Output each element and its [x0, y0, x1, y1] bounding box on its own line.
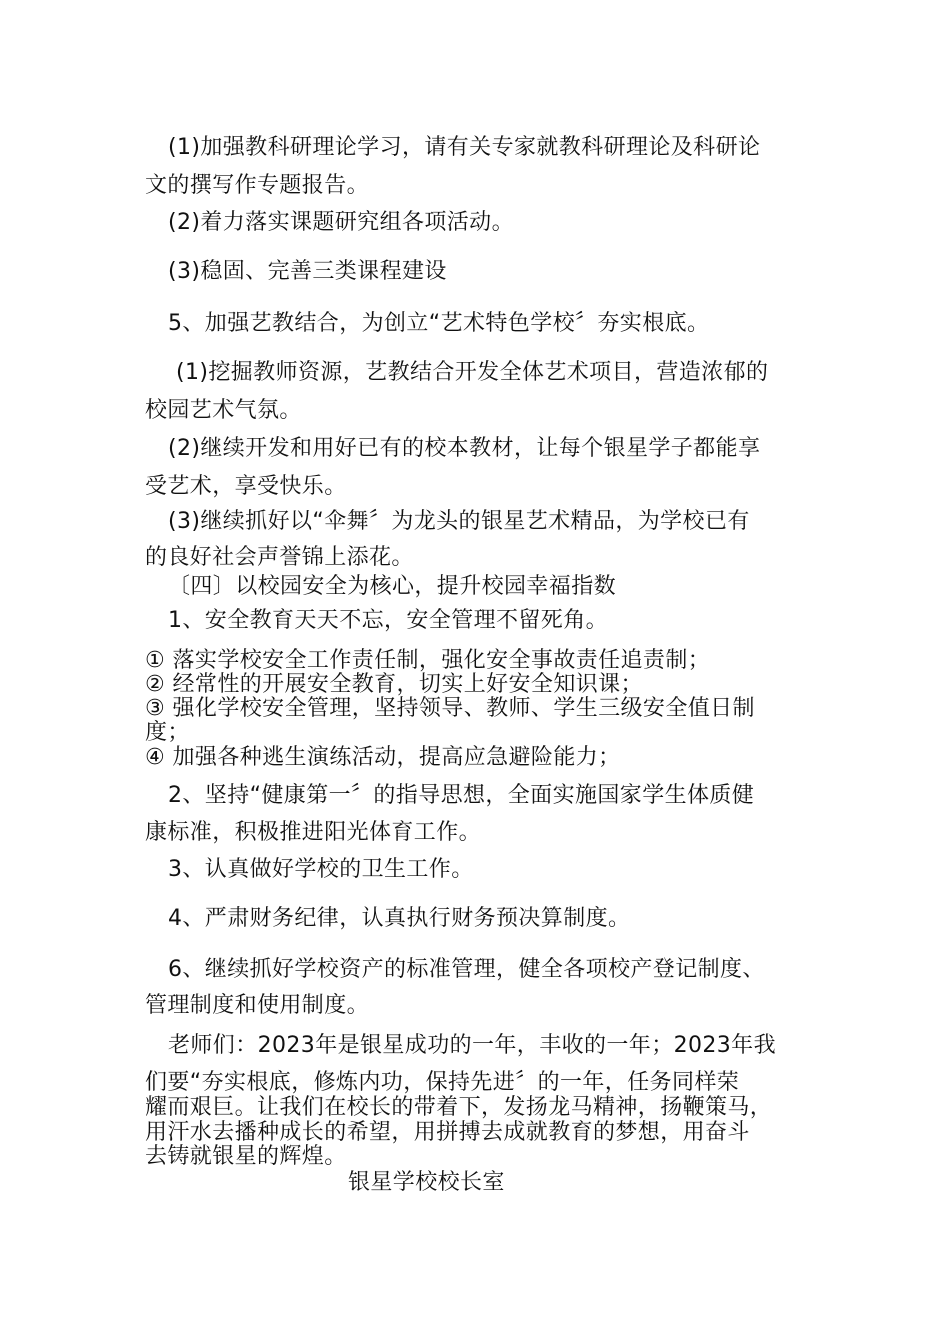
- text-line: 受艺术，享受快乐。: [145, 474, 347, 499]
- text-line: 管理制度和使用制度。: [145, 993, 370, 1018]
- text-line: (3)稳固、完善三类课程建设: [168, 259, 447, 284]
- signature-line: 银星学校校长室: [348, 1170, 505, 1195]
- text-line: 文的撰写作专题报告。: [145, 173, 370, 198]
- text-line: 2、坚持“健康第一〞的指导思想，全面实施国家学生体质健: [168, 783, 755, 808]
- text-line: 去铸就银星的辉煌。: [145, 1144, 347, 1169]
- text-line: 5、加强艺教结合，为创立“艺术特色学校〞夯实根底。: [168, 311, 710, 336]
- text-line: 1、安全教育天天不忘，安全管理不留死角。: [168, 608, 608, 633]
- text-line: (2)继续开发和用好已有的校本教材，让每个银星学子都能享: [168, 436, 761, 461]
- text-line: (1)挖掘教师资源，艺教结合开发全体艺术项目，营造浓郁的: [176, 360, 769, 385]
- text-line: 们要“夯实根底，修炼内功，保持先进〞的一年，任务同样荣: [145, 1070, 740, 1095]
- text-line: 校园艺术气氛。: [145, 398, 302, 423]
- list-item: ② 经常性的开展安全教育，切实上好安全知识课；: [145, 672, 643, 697]
- text-line: 用汗水去播种成长的希望，用拼搏去成就教育的梦想，用奋斗: [145, 1120, 750, 1145]
- list-item: ① 落实学校安全工作责任制，强化安全事故责任追责制；: [145, 648, 711, 673]
- text-line: 的良好社会声誉锦上添花。: [145, 545, 414, 570]
- text-line: (3)继续抓好以“伞舞〞为龙头的银星艺术精品，为学校已有: [168, 509, 750, 534]
- text-line: 4、严肃财务纪律，认真执行财务预决算制度。: [168, 906, 631, 931]
- section-heading: 〔四〕以校园安全为核心，提升校园幸福指数: [168, 574, 617, 599]
- list-item: ④ 加强各种逃生演练活动，提高应急避险能力；: [145, 745, 621, 770]
- text-line: 3、认真做好学校的卫生工作。: [168, 857, 474, 882]
- text-line: 康标准，积极推进阳光体育工作。: [145, 820, 482, 845]
- text-line: 老师们：2023年是银星成功的一年，丰收的一年；2023年我: [168, 1033, 776, 1058]
- text-line: (2)着力落实课题研究组各项活动。: [168, 210, 514, 235]
- list-item: 度；: [145, 720, 190, 745]
- list-item: ③ 强化学校安全管理，坚持领导、教师、学生三级安全值日制: [145, 696, 755, 721]
- text-line: (1)加强教科研理论学习，请有关专家就教科研理论及科研论: [168, 135, 761, 160]
- text-line: 耀而艰巨。让我们在校长的带着下，发扬龙马精神，扬鞭策马，: [145, 1095, 773, 1120]
- text-line: 6、继续抓好学校资产的标准管理，健全各项校产登记制度、: [168, 957, 765, 982]
